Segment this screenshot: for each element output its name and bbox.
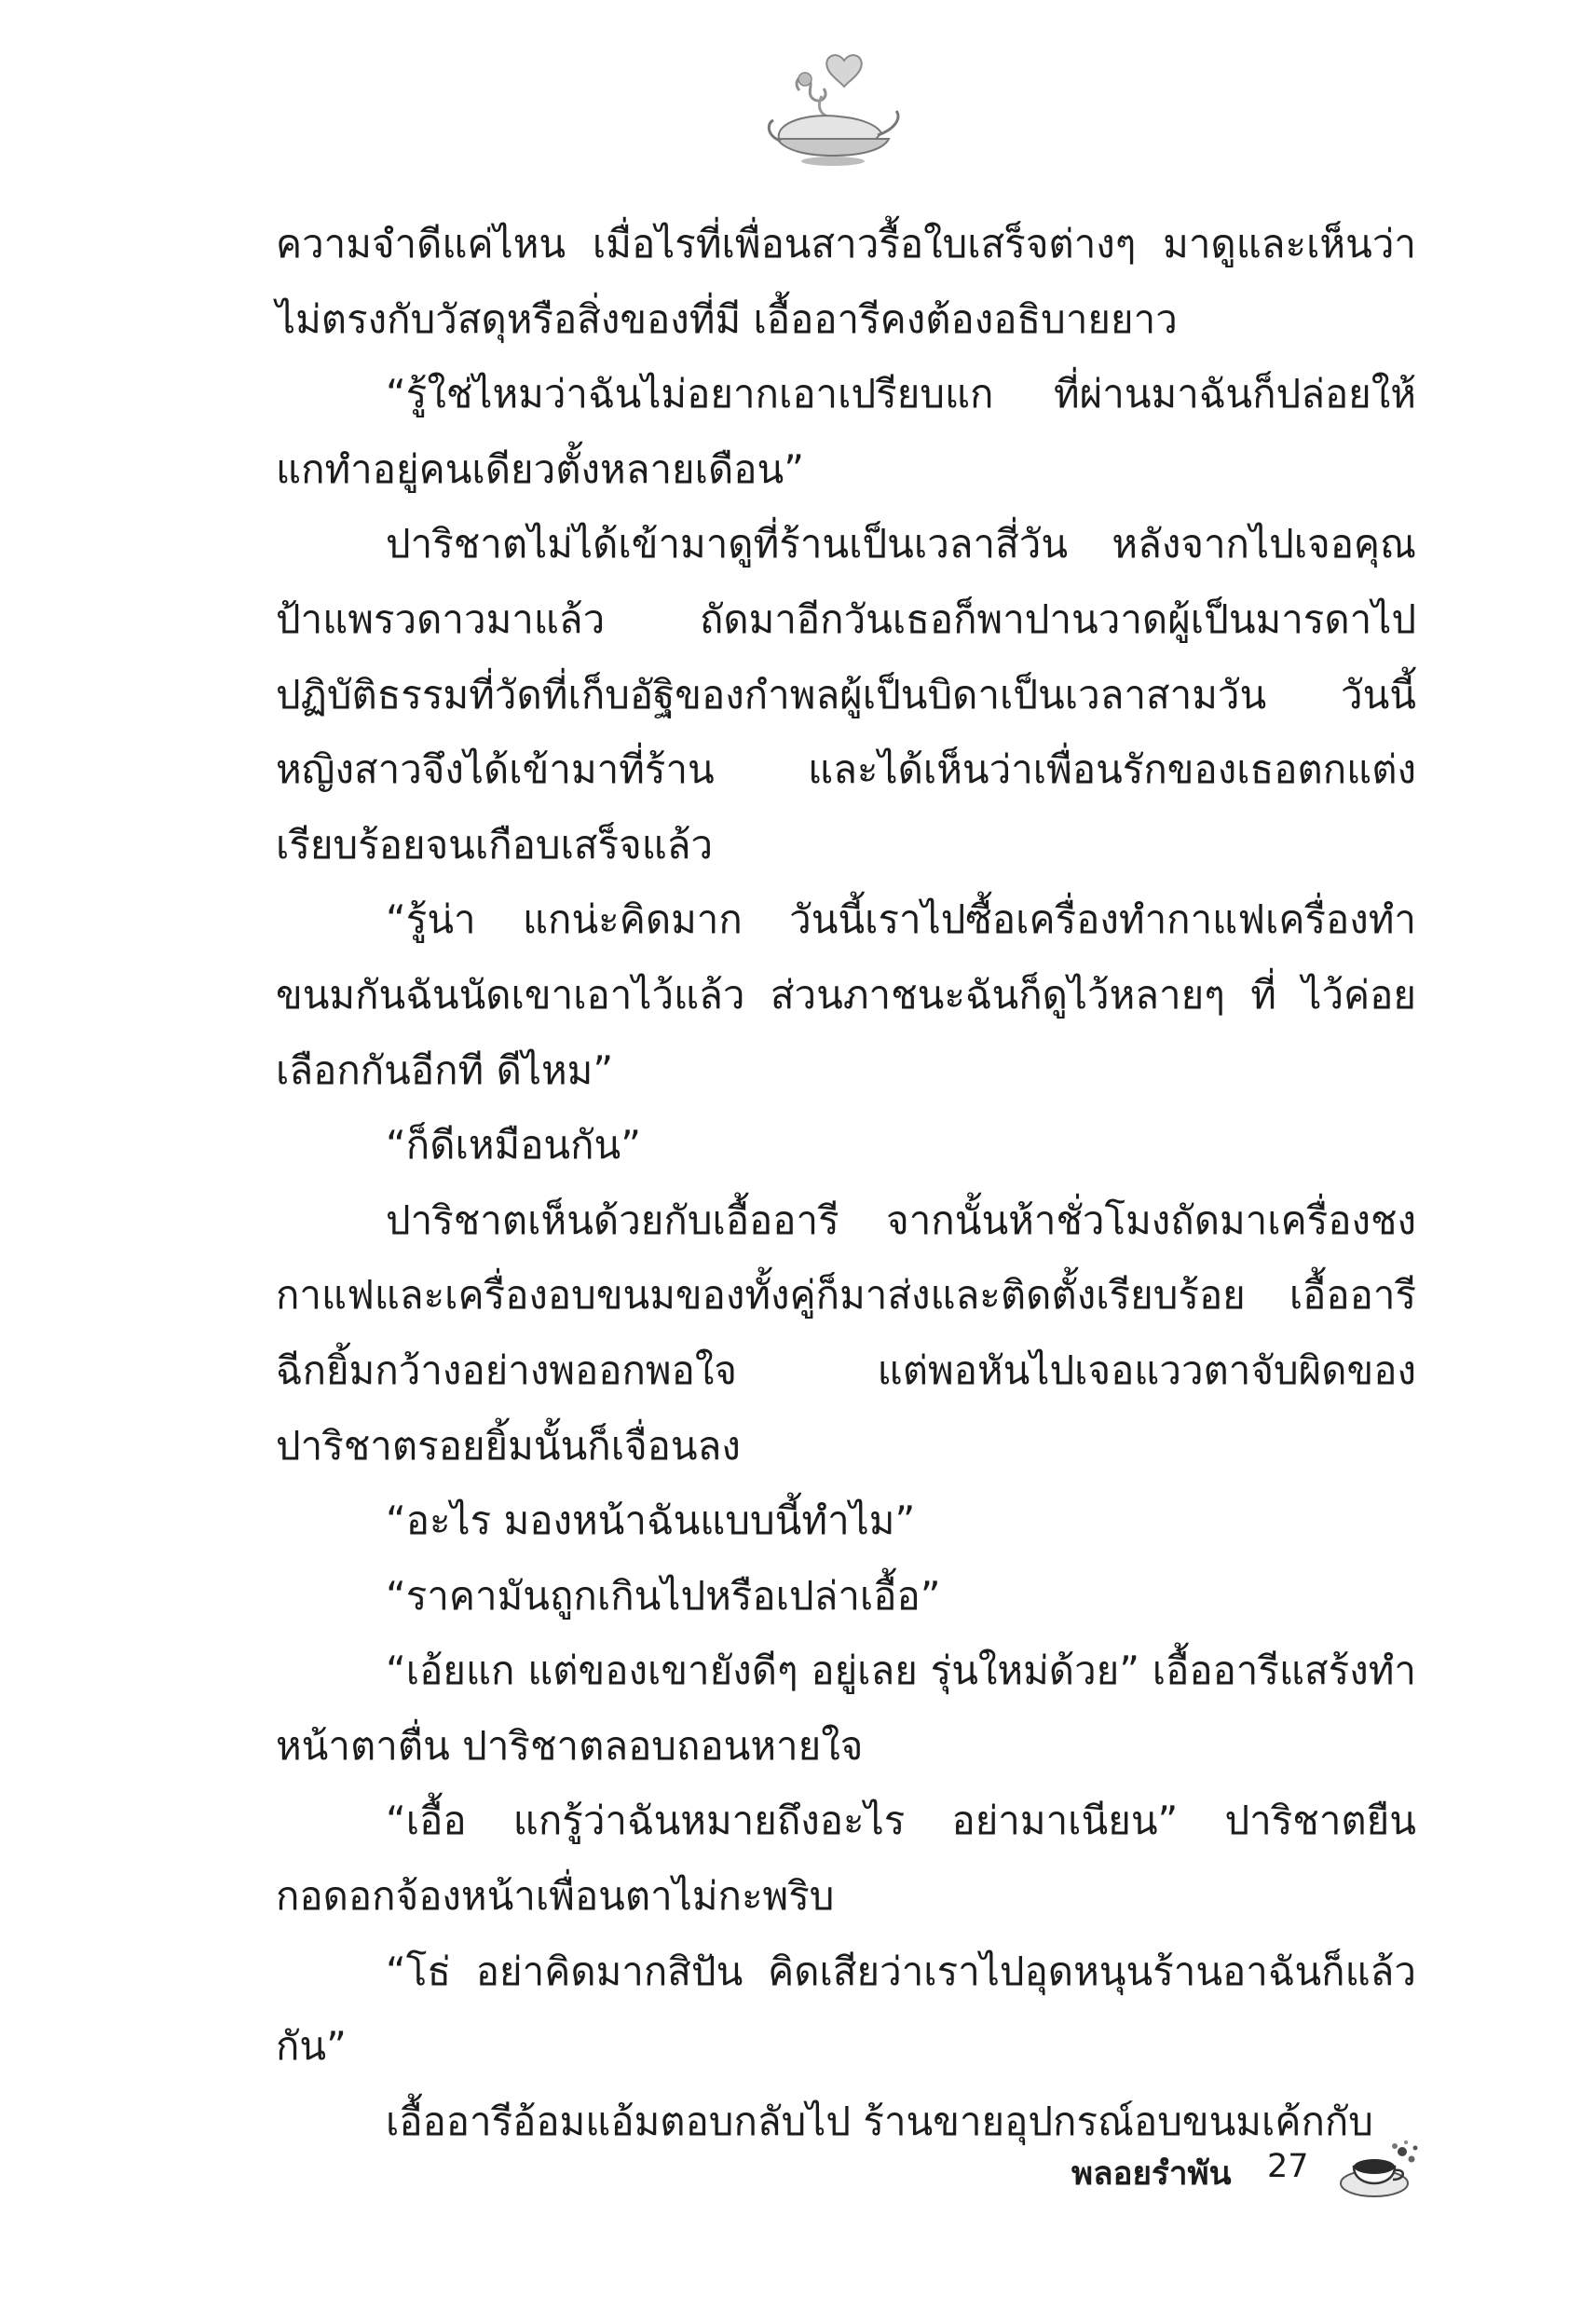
page-number: 27 bbox=[1267, 2148, 1309, 2185]
paragraph: “รู้ใช่ไหมว่าฉันไม่อยากเอาเปรียบแก ที่ผ่านมาฉันก็ปล่อยให้แกทำอยู่คนเดียวตั้งหลายเดือน” bbox=[276, 371, 1416, 492]
book-title: พลอยรำพัน bbox=[1071, 2155, 1232, 2193]
body-text bbox=[276, 207, 1416, 2159]
paragraph: “ก็ดีเหมือนกัน” bbox=[386, 1122, 642, 1169]
paragraph: “รู้น่า แกน่ะคิดมาก วันนี้เราไปซื้อเครื่องทำกาแฟเครื่องทำขนมกันฉันนัดเขาเอาไว้แล้ว ส่วนภาชนะฉันก็ดูไว้หลายๆ ที่ ไว้ค่อยเลือกกันอีกที ดีไหม” bbox=[276, 896, 1416, 1093]
coffee-cup-icon bbox=[1337, 2139, 1421, 2208]
page-footer bbox=[1071, 2139, 1425, 2213]
paragraph: “เอื้อ แกรู้ว่าฉันหมายถึงอะไร อย่ามาเนียน” ปาริชาตยืนกอดอกจ้องหน้าเพื่อนตาไม่กะพริบ bbox=[276, 1798, 1416, 1920]
genie-lamp-with-heart-icon bbox=[764, 51, 904, 168]
paragraph: ความจำดีแค่ไหน เมื่อไรที่เพื่อนสาวรื้อใบเสร็จต่างๆ มาดูและเห็นว่าไม่ตรงกับวัสดุหรือสิ่งของที่มี เอื้ออารีคงต้องอธิบายยาว bbox=[276, 221, 1416, 342]
paragraph: “อะไร มองหน้าฉันแบบนี้ทำไม” bbox=[386, 1497, 916, 1544]
paragraph: ปาริชาตไม่ได้เข้ามาดูที่ร้านเป็นเวลาสี่วัน หลังจากไปเจอคุณป้าแพรวดาวมาแล้ว ถัดมาอีกวันเธอก็พาปานวาดผู้เป็นมารดาไปปฏิบัติธรรมที่วัดที่เก็บอัฐิของกำพลผู้เป็นบิดาเป็นเวลาสามวัน วันนี้หญิงสาวจึงได้เข้ามาที่ร้าน และได้เห็นว่าเพื่อนรักของเธอตกแต่งเรียบร้อยจนเกือบเสร็จแล้ว bbox=[276, 521, 1416, 868]
paragraph: “เอ้ยแก แต่ของเขายังดีๆ อยู่เลย รุ่นใหม่ด้วย” เอื้ออารีแสร้งทำหน้าตาตื่น ปาริชาตลอบถอนหายใจ bbox=[276, 1648, 1416, 1769]
paragraph: “ราคามันถูกเกินไปหรือเปล่าเอื้อ” bbox=[386, 1572, 941, 1619]
paragraph: ปาริชาตเห็นด้วยกับเอื้ออารี จากนั้นห้าชั่วโมงถัดมาเครื่องชงกาแฟและเครื่องอบขนมของทั้งคู่ก็มาส่งและติดตั้งเรียบร้อย เอื้ออารีฉีกยิ้มกว้างอย่างพออกพอใจ แต่พอหันไปเจอแววตาจับผิดของปาริชาตรอยยิ้มนั้นก็เจื่อนลง bbox=[276, 1197, 1416, 1469]
paragraph: “โธ่ อย่าคิดมากสิปัน คิดเสียว่าเราไปอุดหนุนร้านอาฉันก็แล้วกัน” bbox=[276, 1948, 1416, 2070]
paragraph: เอื้ออารีอ้อมแอ้มตอบกลับไป ร้านขายอุปกรณ์อบขนมเค้กกับ bbox=[386, 2098, 1373, 2144]
